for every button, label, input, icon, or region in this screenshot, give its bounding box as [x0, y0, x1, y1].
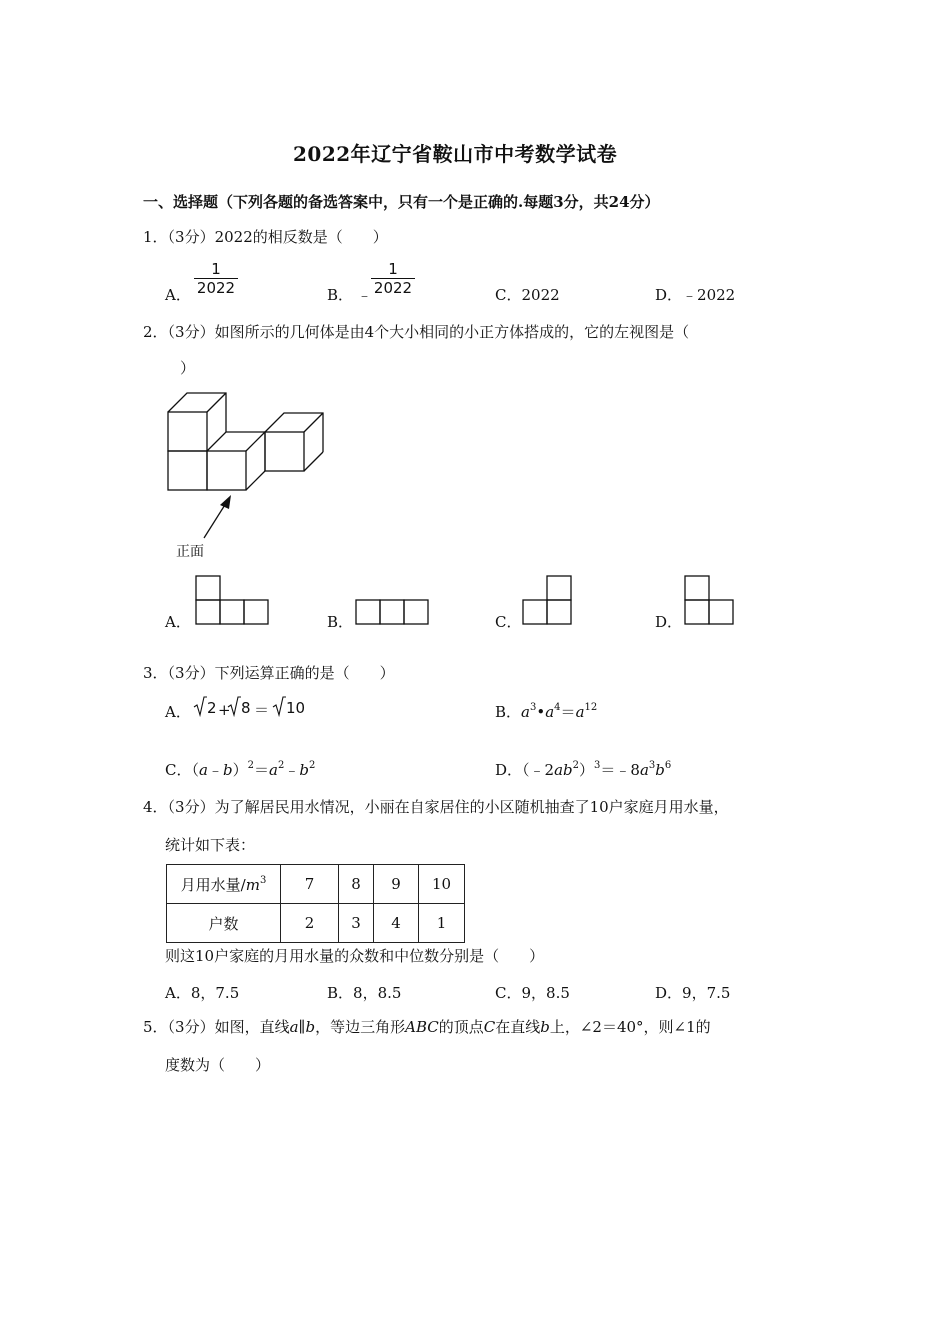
- q5-stem-line1: [143, 1018, 711, 1036]
- table-row: [167, 865, 465, 904]
- q4-question: 则这10户家庭的月用水量的众数和中位数分别是（ ）: [165, 947, 545, 965]
- q2-stem-line1: 2．（3分）如图所示的几何体是由4个大小相同的小正方体搭成的，它的左视图是（: [143, 323, 690, 341]
- fraction-denominator: 2022: [373, 279, 413, 297]
- q1-stem: 1．（3分）2022的相反数是（ ）: [143, 228, 388, 246]
- text: 5．（3分）如图，直线: [143, 1018, 290, 1036]
- q2-option-a-label: A．: [165, 613, 191, 631]
- q3-a-equals: ＝: [254, 701, 270, 719]
- text: 在直线: [495, 1018, 541, 1036]
- q5-stem-line2: 度数为（ ）: [165, 1056, 271, 1074]
- paren-open: （﹣2: [522, 761, 555, 779]
- q2-option-d-view: [684, 575, 736, 627]
- exponent: 3: [594, 760, 601, 771]
- var-a: a: [545, 703, 555, 721]
- q3-option-c: [165, 761, 315, 779]
- minus: ﹣: [207, 761, 223, 779]
- var-a: a: [639, 761, 649, 779]
- q2-option-a-view: [195, 575, 271, 627]
- var-a: a: [199, 761, 208, 779]
- q3-a-plus: +: [218, 701, 231, 719]
- q3-stem: 3．（3分）下列运算正确的是（ ）: [143, 664, 395, 682]
- table-cell: 7: [281, 865, 339, 904]
- parallel-symbol: ∥: [298, 1018, 306, 1036]
- equals: ＝: [253, 761, 269, 779]
- q4-stem-line2: 统计如下表：: [165, 836, 256, 854]
- arrow-head: [220, 495, 231, 509]
- var-a: a: [289, 1018, 299, 1036]
- q1-option-d: D．﹣2022: [655, 286, 736, 304]
- q2-option-b-label: B．: [327, 613, 354, 631]
- q3-b-label: B．: [495, 703, 522, 721]
- exponent: 2: [308, 760, 316, 771]
- fraction-denominator: 2022: [196, 279, 236, 297]
- q3-option-b: [495, 703, 597, 721]
- q1-option-a-fraction: [194, 260, 238, 297]
- q2-option-c-view: [522, 575, 574, 627]
- exponent: 2: [247, 760, 254, 771]
- q2-option-c-label: C．: [495, 613, 522, 631]
- q4-water-usage-table: [166, 864, 465, 943]
- fraction-numerator: 1: [211, 260, 221, 278]
- exponent: 3: [529, 702, 537, 713]
- equals: ＝﹣8: [600, 761, 640, 779]
- q3-a-radicand-3: 10: [286, 699, 306, 717]
- table-cell: 10: [419, 865, 465, 904]
- table-header-usage: [167, 865, 281, 904]
- exponent: 3: [259, 874, 267, 886]
- table-cell: 1: [419, 904, 465, 943]
- minus: ﹣: [284, 761, 300, 779]
- var-abc: ABC: [405, 1018, 439, 1036]
- equals: ＝: [560, 703, 576, 721]
- table-cell: 8: [339, 865, 374, 904]
- q1-option-b-label: B．: [327, 286, 354, 304]
- table-cell: 4: [374, 904, 419, 943]
- q3-radical-2: [227, 695, 241, 717]
- exponent: 3: [648, 760, 656, 771]
- var-b: b: [655, 761, 665, 779]
- q2-option-d-label: D．: [655, 613, 683, 631]
- text: 上，∠2＝40°，则∠1的: [549, 1018, 711, 1036]
- var-ab: ab: [554, 761, 573, 779]
- table-cell: 2: [281, 904, 339, 943]
- var-b: b: [305, 1018, 316, 1036]
- paren-open: （: [191, 761, 199, 779]
- table-header-households: 户数: [167, 904, 281, 943]
- q1-option-b-sign: ﹣: [357, 286, 373, 304]
- q4-option-d: D．9，7.5: [655, 984, 731, 1002]
- q4-option-a: A．8，7.5: [165, 984, 240, 1002]
- var-a: a: [268, 761, 278, 779]
- table-cell: 3: [339, 904, 374, 943]
- paren-close: ）: [579, 761, 595, 779]
- exponent: 4: [554, 702, 561, 713]
- exponent: 2: [572, 760, 579, 771]
- fraction-numerator: 1: [388, 260, 398, 278]
- text: 的顶点: [438, 1018, 484, 1036]
- var-b: b: [540, 1018, 550, 1036]
- q2-option-b-view: [355, 599, 431, 627]
- var-a: a: [575, 703, 585, 721]
- q2-stem-line2: ）: [180, 359, 196, 377]
- q1-option-c: C．2022: [495, 286, 560, 304]
- q3-option-a-label: A．: [165, 703, 191, 721]
- unit-m: m: [245, 875, 260, 894]
- q3-c-label: C．: [165, 761, 192, 779]
- q4-option-b: B．8，8.5: [327, 984, 402, 1002]
- var-b: b: [299, 761, 309, 779]
- var-b: b: [222, 761, 233, 779]
- q3-d-label: D．: [495, 761, 523, 779]
- exponent: 2: [277, 760, 285, 771]
- section-header: 一、选择题（下列各题的备选答案中，只有一个是正确的.每题3分，共24分）: [143, 193, 660, 211]
- header-text: 月用水量/: [180, 875, 246, 894]
- dot-operator: •: [536, 703, 546, 721]
- page-title: 2022年辽宁省鞍山市中考数学试卷: [293, 142, 618, 166]
- text: ，等边三角形: [315, 1018, 406, 1036]
- q3-radical-1: [193, 695, 207, 717]
- exponent: 12: [584, 702, 598, 713]
- table-cell: 9: [374, 865, 419, 904]
- table-row: [167, 904, 465, 943]
- q4-option-c: C．9，8.5: [495, 984, 570, 1002]
- q3-option-d: [495, 761, 671, 779]
- var-c: C: [483, 1018, 496, 1036]
- q3-a-radicand-1: 2: [207, 699, 217, 717]
- q1-option-b-fraction: [371, 260, 415, 297]
- q4-stem-line1: 4．（3分）为了解居民用水情况，小丽在自家居住的小区随机抽查了10户家庭月用水量，: [143, 798, 729, 816]
- q3-a-radicand-2: 8: [241, 699, 251, 717]
- q1-option-a-label: A．: [165, 286, 191, 304]
- q2-front-label: 正面: [176, 544, 204, 560]
- exponent: 6: [664, 760, 672, 771]
- var-a: a: [521, 703, 530, 721]
- paren-close: ）: [232, 761, 248, 779]
- q3-radical-3: [272, 695, 286, 717]
